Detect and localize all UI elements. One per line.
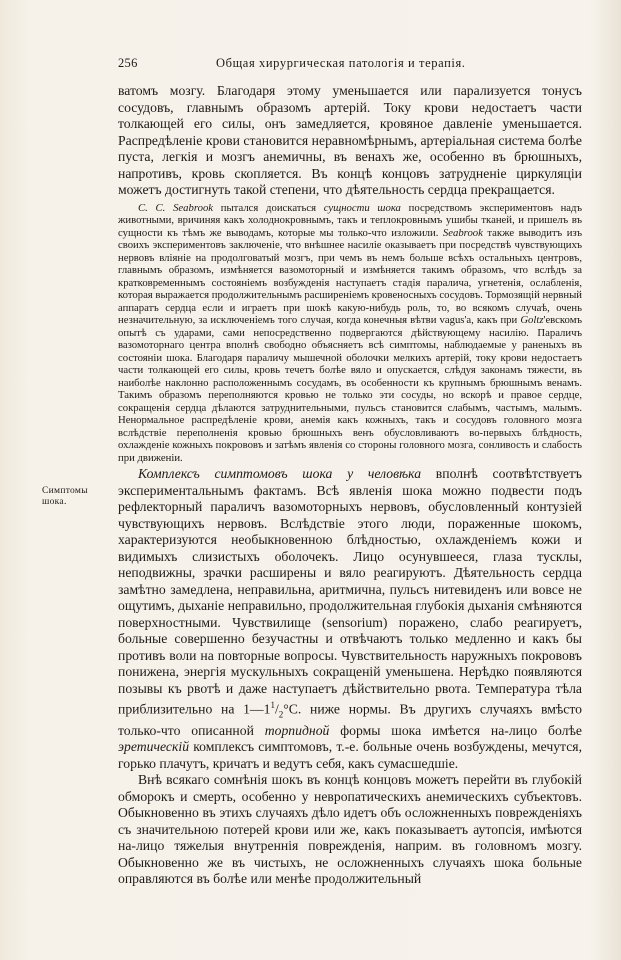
page-body [118,83,582,888]
erethic-term: эретическій [118,739,190,755]
p2-text-1: вполнѣ соотвѣтствуетъ экспериментальнымъ фактамъ. Всѣ явленія шока можно подвести подъ рефлекторный параличъ вазомоторныхъ нервовъ, обусловленный контузіей чувствующихъ нервовъ. Вслѣдствіе этого люди, пораженные шокомъ, характеризуются необыкновенною блѣдностью, охлажденіемъ кожи и видимыхъ слизистыхъ оболочекъ. Лицо осунувшееся, глаза тусклы, неподвижны, зрачки расширены и вяло реагируютъ. Дѣятельность сердца замѣтно замедлена, неправильна, аритмична, пульсъ нитевиденъ или вовсе не ощутимъ, дыханіе неправильно, продолжительная глубокія дыханія смѣняются поверхностными. Чувствилище (sensorium) поражено, слабо реагируетъ, больные совершенно безучастны и отвѣчаютъ только медленно и какъ бы противъ воли на повторные вопросы. Чувствительность наружныхъ покрововъ понижена, энергія мускульныхъ сокращеній уменьшена. Нерѣдко появляются позывы къ рвотѣ и даже наступаетъ дѣйствительно рвота. Температура тѣла приблизительно на 1—1 [118,466,582,717]
running-title: Общая хирургическая патологія и терапія. [216,56,466,70]
small-text-2: посредствомъ экспериментовъ надъ животными, вричиняя какъ холоднокровнымъ, такъ и теплокровнымъ ушибы тканей, и пришелъ въ сущности къ тѣмъ же выводамъ, которые мы только-что изложили. [118,201,583,239]
author-goltz: Goltz [520,314,544,326]
fraction-slash: / [274,701,279,717]
symptom-complex-heading: Комплексъ симптомовъ шока у человѣка [138,466,422,481]
p2-text-3: формы шока имѣется на-лицо болѣе [329,722,582,738]
small-print-block [118,202,582,465]
fraction-numerator: 1 [270,700,275,710]
paragraph-1-block [118,83,582,199]
margin-note [42,486,112,508]
paragraph-2-block [118,466,582,888]
small-print-paragraph [118,202,582,465]
torpid-term: торпидной [264,722,330,738]
p2-text-2: °С. ниже нормы. Въ другихъ случаяхъ вмѣсто только-что описанной [118,701,583,738]
margin-note-line2: шока. [42,497,67,507]
author-seabrook-2: Seabrook [442,226,483,239]
paragraph-3: Внѣ всякаго сомнѣнія шокъ въ концѣ концовъ можетъ перейти въ глубокій обморокъ и смерть, особенно у невропатическихъ анемическихъ субъектовъ. Обыкновенно въ этихъ случаяхъ дѣло идетъ объ осложненныхъ поврежденіяхъ съ значительною потерей крови или же, какъ показываетъ аутопсія, имѣются на-лицо тяжелыя внутреннія поврежденія, наприм. въ головномъ мозгу. Обыкновенно же въ чистыхъ, не осложненныхъ случаяхъ шока больные оправляются въ болѣе или менѣе продолжительный [118,772,582,887]
fraction-denominator: 2 [278,709,284,720]
p2-text-4: комплексъ симптомовъ, т.-е. больные очень возбуждены, мечутся, горько плачутъ, кричатъ и ведутъ себя, какъ сумасшедшіе. [118,739,582,771]
margin-note-line1: Симптомы [42,486,88,496]
paragraph-1: ватомъ мозгу. Благодаря этому уменьшается или парализуется тонусъ сосудовъ, главнымъ образомъ артерій. Току крови недостаетъ части толкающей его силы, онъ замедляется, кровяное давленіе уменьшается. Распредѣленіе крови становится неравномѣрнымъ, артеріальная система болѣе пуста, легкія и мозгъ анемичны, въ венахъ же, особенно въ брюшныхъ, напротивъ, кровь скопляется. Въ концѣ концовъ затрудненіе циркуляціи можетъ достигнуть такой степени, что дѣятельность сердца прекращается. [118,83,582,197]
page-number: 256 [118,56,138,70]
author-seabrook: С. С. Seabrook [138,201,214,214]
small-text-4: 'евскомъ опытѣ съ ударами, сами непосредственно подвергаются дѣйствующему насилію. Параличъ вазомоторнаго центра вполнѣ свободно объясняетъ всѣ симптомы, наблюдаемые у раненыхъ въ состояніи шока. Благодаря параличу мышечной оболочки мелкихъ артерій, току крови недостаетъ части толкающей его силы, кровь течетъ болѣе вяло и опускается, слѣдуя законамъ тяжести, въ наиболѣе наклонно расположеннымъ сосудамъ, въ особенности къ крупнымъ брюшнымъ венамъ. Такимъ образомъ переполняются кровью не только эти сосуды, но вскорѣ и правое сердце, сокращенія сердца дѣлаются затруднительными, пульсъ становится слабымъ, частымъ, малымъ. Ненормальное распредѣленіе крови, анемія какъ кожныхъ, такъ и сосудовъ головного мозга вслѣдствіе переполненія кровью брюшныхъ венъ обусловливаютъ во-первыхъ блѣдность, охлажденіе кожныхъ покрововъ и затѣмъ явленія со стороны головного мозга, сонливость и слабость при движеніи. [118,314,582,464]
page-header [118,56,478,76]
small-text-1: пытался доискаться [213,201,324,214]
essence-of-shock: сущности шока [323,201,401,214]
paragraph-2 [118,466,582,772]
small-text-3: также выводитъ изъ своихъ экспериментовъ заключеніе, что внѣшнее насиліе оказываетъ при посредствѣ чувствующихъ нервовъ вліяніе на продолговатый мозгъ, при чемъ въ немъ больше всѣхъ остальныхъ центровъ, главнымъ образомъ, измѣняется вазомоторный и измѣняется такимъ образомъ, что вслѣдъ за кратковременнымъ состояніемъ возбужденія наступаетъ стадія паралича, угнетенія, ослабленія, которая выражается продолжительнымъ расширеніемъ кровеносныхъ сосудовъ. Тормозящій нервный аппаратъ сердца если и играетъ при шокѣ какую-нибудь роль, то, во всякомъ случаѣ, очень незначительную, за исключеніемъ того случая, когда конечныя вѣтви vagus'а, какъ при [118,226,582,326]
